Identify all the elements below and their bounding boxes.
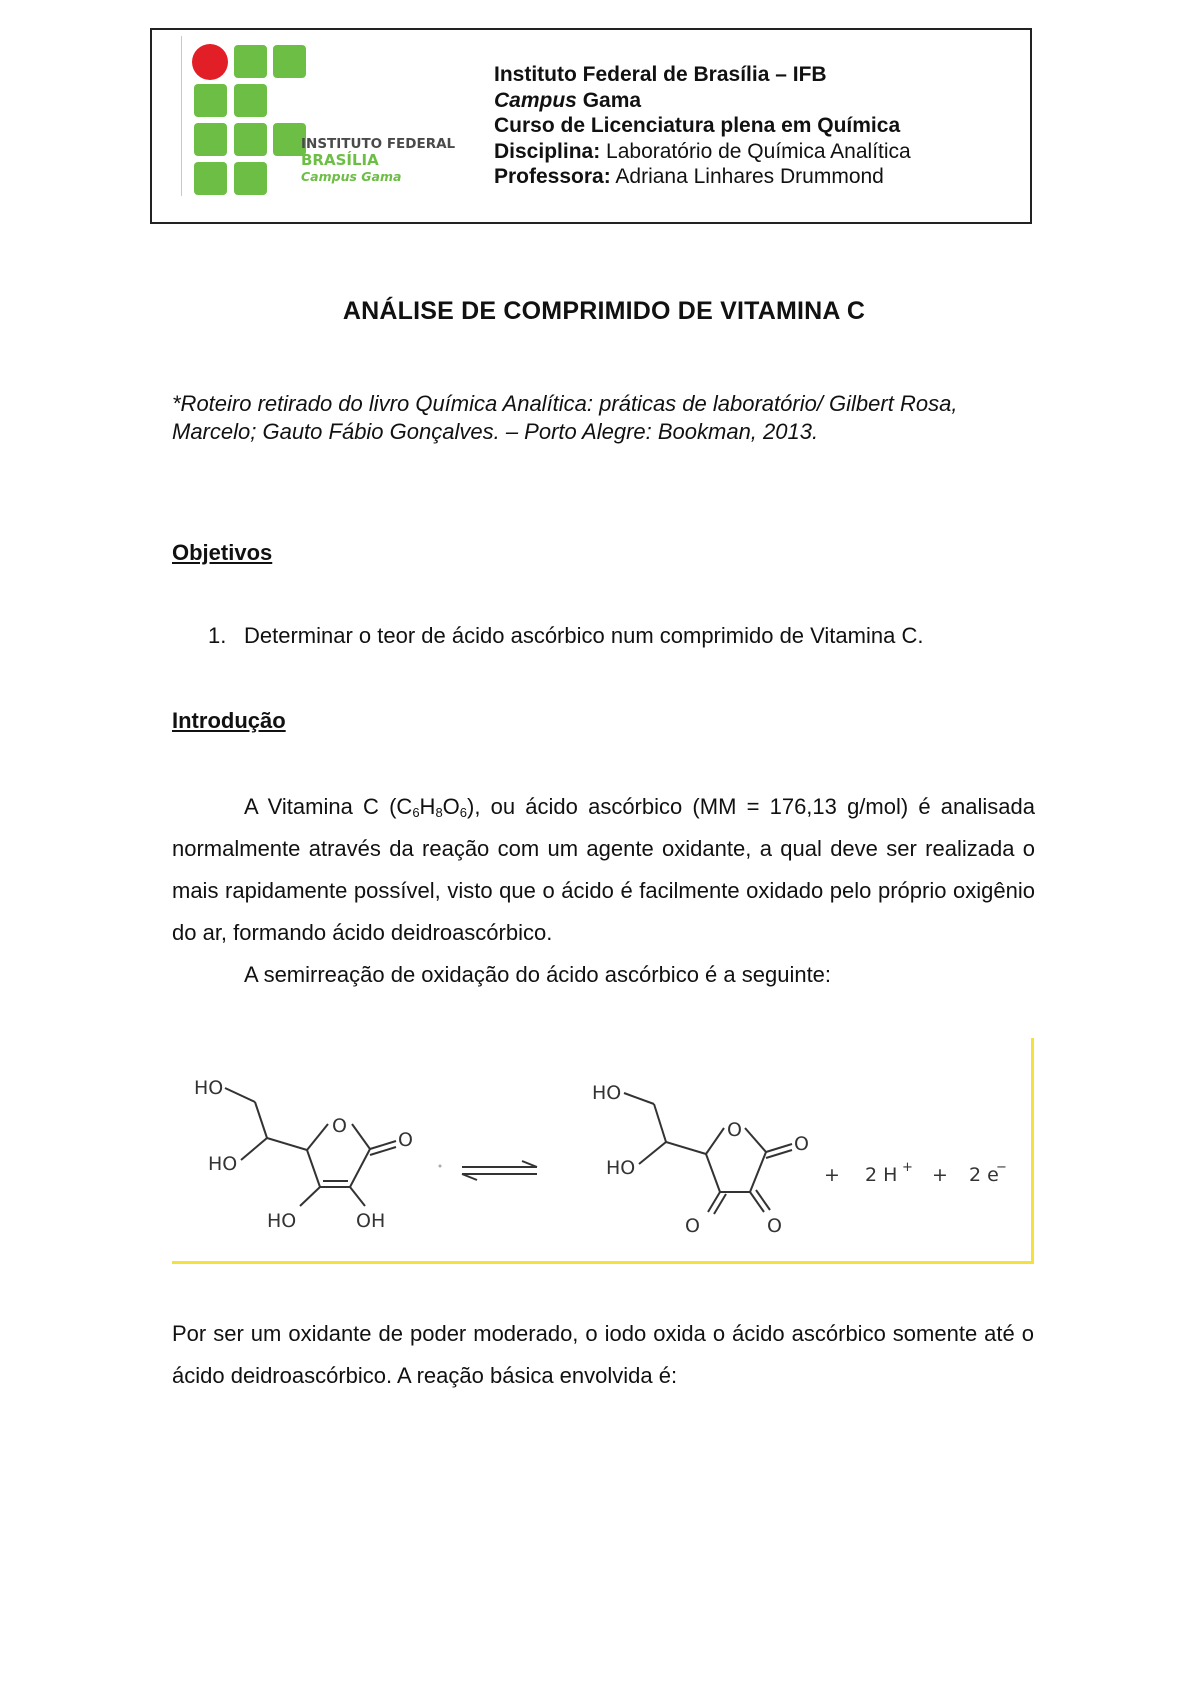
- objective-text: Determinar o teor de ácido ascórbico num comprimido de Vitamina C.: [244, 623, 924, 648]
- institution-logo: [180, 40, 460, 200]
- document-title: ANÁLISE DE COMPRIMIDO DE VITAMINA C: [342, 297, 866, 325]
- right-keto-o1: O: [685, 1215, 700, 1237]
- left-carbonyl-o: O: [398, 1129, 413, 1151]
- frame-right-border: [1031, 1038, 1034, 1264]
- left-ho-top: HO: [194, 1077, 224, 1099]
- left-ho-mid: HO: [208, 1153, 238, 1175]
- plus-sign-1: +: [824, 1164, 840, 1186]
- intro-paragraph-1: A Vitamina C $(C_6H_8O_6)$, ou ácido ascórbico (MM = 176,13 g/mol) é analisada normalmente através da reação com um agente oxidante, a qual deve ser realizada o mais rapidamente possível, visto que o ácido é facilmente oxidado pelo próprio oxigênio do ar, formando ácido deidroascórbico.: [172, 794, 1035, 945]
- course-name: Curso de Licenciatura plena em Química: [494, 114, 901, 137]
- intro-paragraph-2: A semirreação de oxidação do ácido ascórbico é a seguinte:: [244, 962, 832, 987]
- left-ho-bottom: HO: [267, 1210, 297, 1232]
- right-keto-o2: O: [767, 1215, 782, 1237]
- objective-number: 1.: [208, 623, 227, 648]
- campus-line: [494, 88, 911, 114]
- reaction-scheme-frame: [172, 1038, 1034, 1264]
- introduction-text: [172, 786, 1035, 996]
- discipline-label: Disciplina:: [494, 139, 601, 163]
- logo-red-circle: [192, 44, 228, 80]
- right-ho-top: HO: [592, 1082, 622, 1104]
- campus-italic: Campus: [494, 88, 577, 112]
- objectives-heading: Objetivos: [172, 540, 273, 565]
- electrons-label: 2 e: [969, 1164, 999, 1186]
- logo-line3: Campus Gama: [301, 169, 402, 184]
- discipline-line: [494, 139, 911, 165]
- after-paragraph-1: Por ser um oxidante de poder moderado, o iodo oxida o ácido ascórbico somente até o ácido deidroascórbico. A reação básica envolvida é:: [172, 1321, 1034, 1388]
- campus-name: Gama: [576, 88, 642, 112]
- institution-name: Instituto Federal de Brasília – IFB: [494, 63, 827, 86]
- logo-line2: BRASÍLIA: [301, 151, 379, 169]
- electrons-charge: −: [996, 1160, 1007, 1175]
- header-text: [494, 62, 911, 190]
- teacher-line: [494, 164, 911, 190]
- objective-item: [208, 623, 923, 649]
- right-carbonyl-o: O: [794, 1133, 809, 1155]
- equilibrium-arrows-icon: [462, 1161, 537, 1180]
- protons-charge: +: [902, 1160, 913, 1175]
- left-ring-o: O: [332, 1115, 347, 1137]
- plus-sign-2: +: [932, 1164, 948, 1186]
- introduction-heading: Introdução: [172, 708, 286, 733]
- teacher-label: Professora:: [494, 165, 611, 188]
- discipline-value: Laboratório de Química Analítica: [600, 139, 911, 163]
- frame-bottom-border: [172, 1261, 1034, 1264]
- left-oh-bottom: OH: [356, 1210, 386, 1232]
- right-ho-mid: HO: [606, 1157, 636, 1179]
- right-ring-o: O: [727, 1119, 742, 1141]
- reaction-scheme: [172, 1038, 1034, 1264]
- after-reaction-text: [172, 1313, 1034, 1397]
- protons-label: 2 H: [865, 1164, 898, 1186]
- citation: *Roteiro retirado do livro Química Analítica: práticas de laboratório/ Gilbert Rosa, Marcelo; Gauto Fábio Gonçalves. – Porto Alegre: Bookman, 2013.: [172, 391, 958, 444]
- teacher-value: Adriana Linhares Drummond: [610, 165, 884, 188]
- logo-line1: INSTITUTO FEDERAL: [301, 136, 456, 152]
